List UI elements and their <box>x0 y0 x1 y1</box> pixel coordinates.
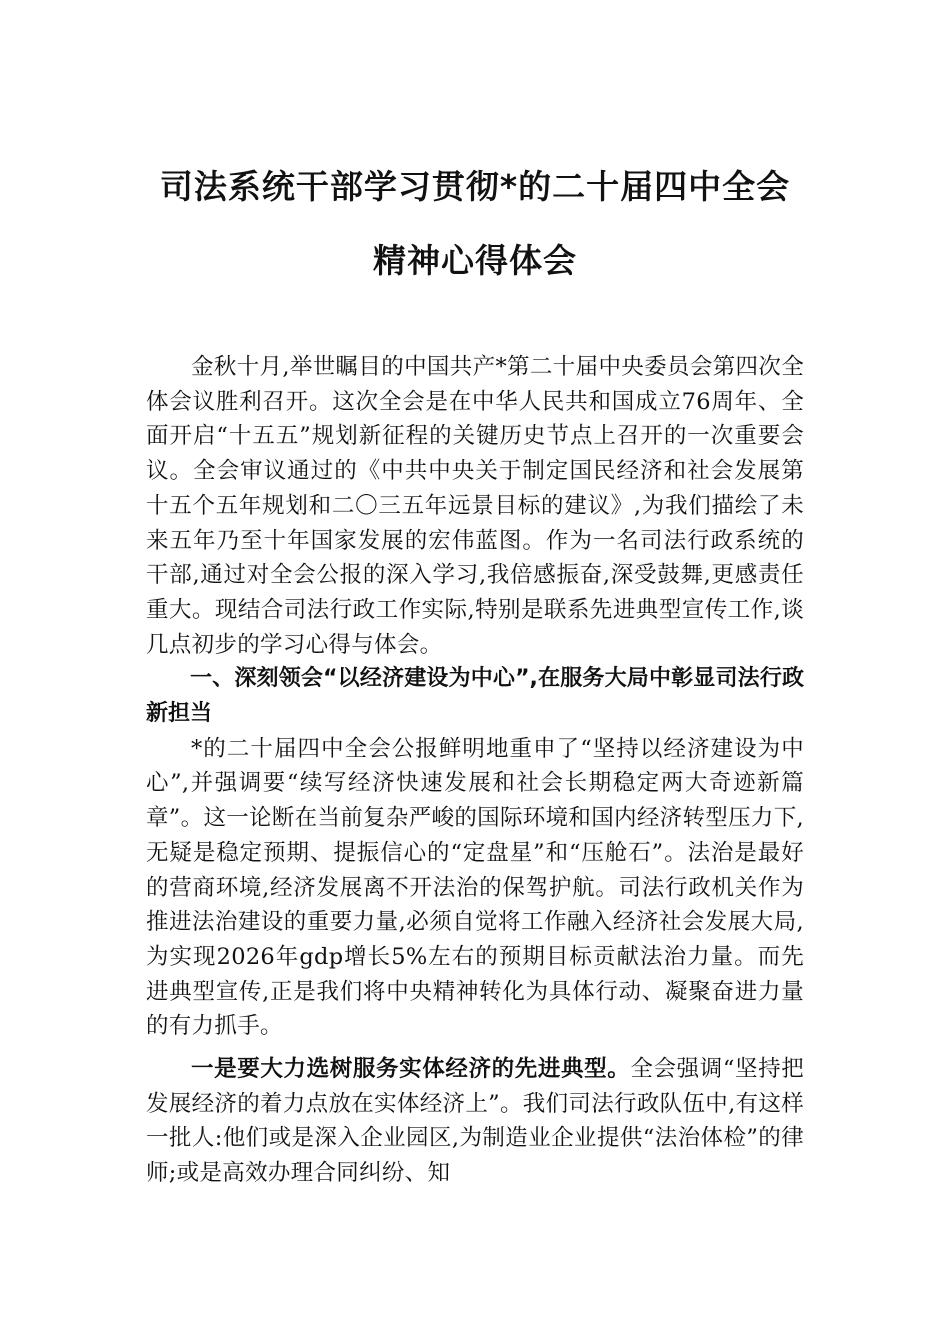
paragraph-intro: 金秋十月,举世瞩目的中国共产*第二十届中央委员会第四次全体会议胜利召开。这次全会是在中华人民共和国成立76周年、全面开启“十五五”规划新征程的关键历史节点上召开的一次重要会议。全会审议通过的《中共中央关于制定国民经济和社会发展第十五个五年规划和二〇三五年远景目标的建议》,为我们描绘了未来五年乃至十年国家发展的宏伟蓝图。作为一名司法行政系统的干部,通过对全会公报的深入学习,我倍感振奋,深受鼓舞,更感责任重大。现结合司法行政工作实际,特别是联系先进典型宣传工作,谈几点初步的学习心得与体会。 <box>146 354 804 658</box>
title-line-1: 司法系统干部学习贯彻*的二十届四中全会 <box>159 167 791 206</box>
document-body <box>146 350 804 1191</box>
paragraph-gap <box>146 1044 804 1052</box>
document-page <box>146 162 804 1191</box>
document-title <box>146 162 804 286</box>
title-line-2: 精神心得体会 <box>373 241 577 280</box>
paragraph-section-1: *的二十届四中全会公报鲜明地重申了“坚持以经济建设为中心”,并强调要“续写经济快速发展和社会长期稳定两大奇迹新篇章”。这一论断在当前复杂严峻的国际环境和国内经济转型压力下,无疑是稳定预期、提振信心的“定盘星”和“压舱石”。法治是最好的营商环境,经济发展离不开法治的保驾护航。司法行政机关作为推进法治建设的重要力量,必须自觉将工作融入经济社会发展大局,为实现2026年gdp增长5%左右的预期目标贡献法治力量。而先进典型宣传,正是我们将中央精神转化为具体行动、凝聚奋进力量的有力抓手。 <box>146 735 804 1040</box>
point-1-lead: 一是要大力选树服务实体经济的先进典型。 <box>191 1056 631 1083</box>
section-heading-1: 一、深刻领会“以经济建设为中心”,在服务大局中彰显司法行政新担当 <box>146 666 804 727</box>
paragraph-point-1 <box>146 1052 804 1191</box>
point-1-text: 全会强调“坚持把发展经济的着力点放在实体经济上”。我们司法行政队伍中,有这样一批人:他们或是深入企业园区,为制造业企业提供“法治体检”的律师;或是高效办理合同纠纷、知 <box>146 1056 805 1187</box>
